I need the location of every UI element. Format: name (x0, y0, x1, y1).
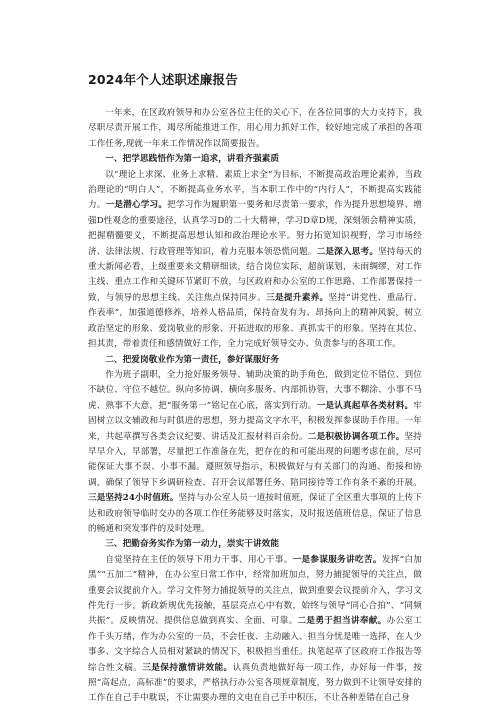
section-1-body (88, 168, 422, 353)
body-text: 作为班子副职，全力抢好服务领导、辅助决策的助手角色，做到定位不错位、到位不缺位、守位不越位。纵向多协调、横向多服务、内部抓协管，大事不糊涂、小事不马虎、熟事不大意，把“服务第一”铭记在心底，落实到行动。 (88, 369, 422, 411)
lead-phrase: 三是坚持24小时值班。 (88, 493, 179, 504)
body-text: 认真负责地做好每一项工作，办好每一件事，按照“高起点，高标准”的要求，严格执行办公室各项规章制度，努力做到不让领导安排的工作在自己手中耽误，不让需要办理的文电在自己手中积压，不让各种差错在自己身 (88, 662, 422, 704)
lead-phrase: 二是积极协调各项工作。 (307, 431, 405, 442)
section-heading-1: 一、把学思践悟作为第一追求，讲看齐强素质 (105, 154, 280, 165)
section-heading-2: 二、把爱岗敬业作为第一责任，参好谋服好务 (105, 354, 280, 365)
section-3-body (88, 553, 422, 707)
body-text: 坚持每天的重大新闻必看，上级重要来文精研细读，结合岗位实际，超前谋划，未雨绸缪，对工作主线、重点工作和关键环节紧盯不放，与区政府和办公室的工作思路、工作部署保持一致，与领导的思想主线、关注焦点保持同步。 (88, 246, 422, 303)
body-text: 办公室工作千头万绪，作为办公室的一员，不会任夜、主动融入、担当分忧是唯一选择，在人少事多、文字综合人员相对紧缺的情况下，积极担当重任。执笔起草了区政府工作报告等综合性文稿。 (88, 616, 423, 673)
body-text: 自觉坚持在主任的领导下用力干事、用心干事。 (105, 554, 293, 565)
intro-paragraph: 一年来，在区政府领导和办公室各位主任的关心下，在各位同事的大力支持下，我尽职尽责开展工作，竭尽所能推进工作，用心用力抓好工作，较好地完成了承担的各项工作任务,现就一年来工作情况作以简要报告。 (88, 108, 422, 149)
document-title: 2024年个人述职述廉报告 (88, 72, 238, 87)
lead-phrase: 三是提升素养。 (266, 292, 329, 303)
body-text: 坚持早早介入，早部署，尽量把工作准备在先，把存在的和可能出现的问题考虑在前，尽可能保证大事不误、小事不漏。遵照领导指示，积极做好与有关部门的沟通、衔接和协调，确保了领导下乡调研检查、召开会议部署任务、陪同接待等工作有条不紊的开展。 (88, 431, 423, 488)
body-text: 牢固树立以文辅政和与时俱进的思想，努力提高文字水平，积极发挥参谋助手作用。一年来，共起草撰写各类会议纪要、讲话及汇报材料百余份。 (88, 400, 422, 442)
body-text: 以“理论上求深、业务上求精、素质上求全”为目标，不断提高政治理论素养，当政治理论的“明白人”，不断提高业务水平，当本职工作中的“内行人”，不断提高实践能力。 (88, 169, 422, 211)
body-text: 坚持“讲党性、重品行、作表率”，加强道德修养，培养人格品质，保持奋发有为、昂扬向上的精神风貌，树立政治坚定的形象、爱岗敬业的形象、开拓进取的形象、真抓实干的形象。坚持在其位、担其责，带着责任和感情做好工作，全力完成好领导交办、负责参与的各项工作。 (88, 292, 422, 350)
section-2-body (88, 368, 422, 537)
lead-phrase: 一是认真起草各类材料。 (316, 400, 414, 411)
body-text: 把学习作为履职第一要务和尽责第一要求，作为提升思想境界、增强D性观念的重要途径，认真学习D的二十大精神，学习D章D规，深刻领会精神实质，把握精髓要义，不断提高思想认知和政治理论水平。努力拓宽知识视野，学习市场经济、法律法规、行政管理等知识，着力克服本领恐慌问题。 (88, 200, 423, 257)
lead-phrase: 二是深入思考。 (316, 246, 379, 257)
body-text: 坚持与办公室人员一道按时值班，保证了全区重大事项的上传下达和政府领导临时交办的各项工作任务能够及时落实，及时报送值班信息，保证了信息的畅通和突发事件的及时处理。 (88, 493, 422, 534)
lead-phrase: 一是参谋服务讲吃苦。 (292, 554, 382, 565)
section-heading-3: 三、把勤奋务实作为第一动力，崇实干讲效能 (105, 539, 280, 550)
lead-phrase: 二是勇于担当讲奉献。 (297, 616, 387, 627)
body-text: 发挥“白加黑”“五加二”精神，在办公室日常工作中，经常加班加点，努力捕捉领导的关注点，做重要会议提前介入。学习文件努力捕捉领导的关注点，做到重要会议提前介入，学习文件先行一步，新政新规优先接触，基层亮点心中有数，始终与领导“同心合拍”、“同频共振”。反映情况、提供信息做到真实、全面、可靠。 (88, 554, 422, 627)
lead-phrase: 一是潜心学习。 (105, 200, 168, 211)
lead-phrase: 三是保持激情讲效能。 (142, 662, 233, 673)
